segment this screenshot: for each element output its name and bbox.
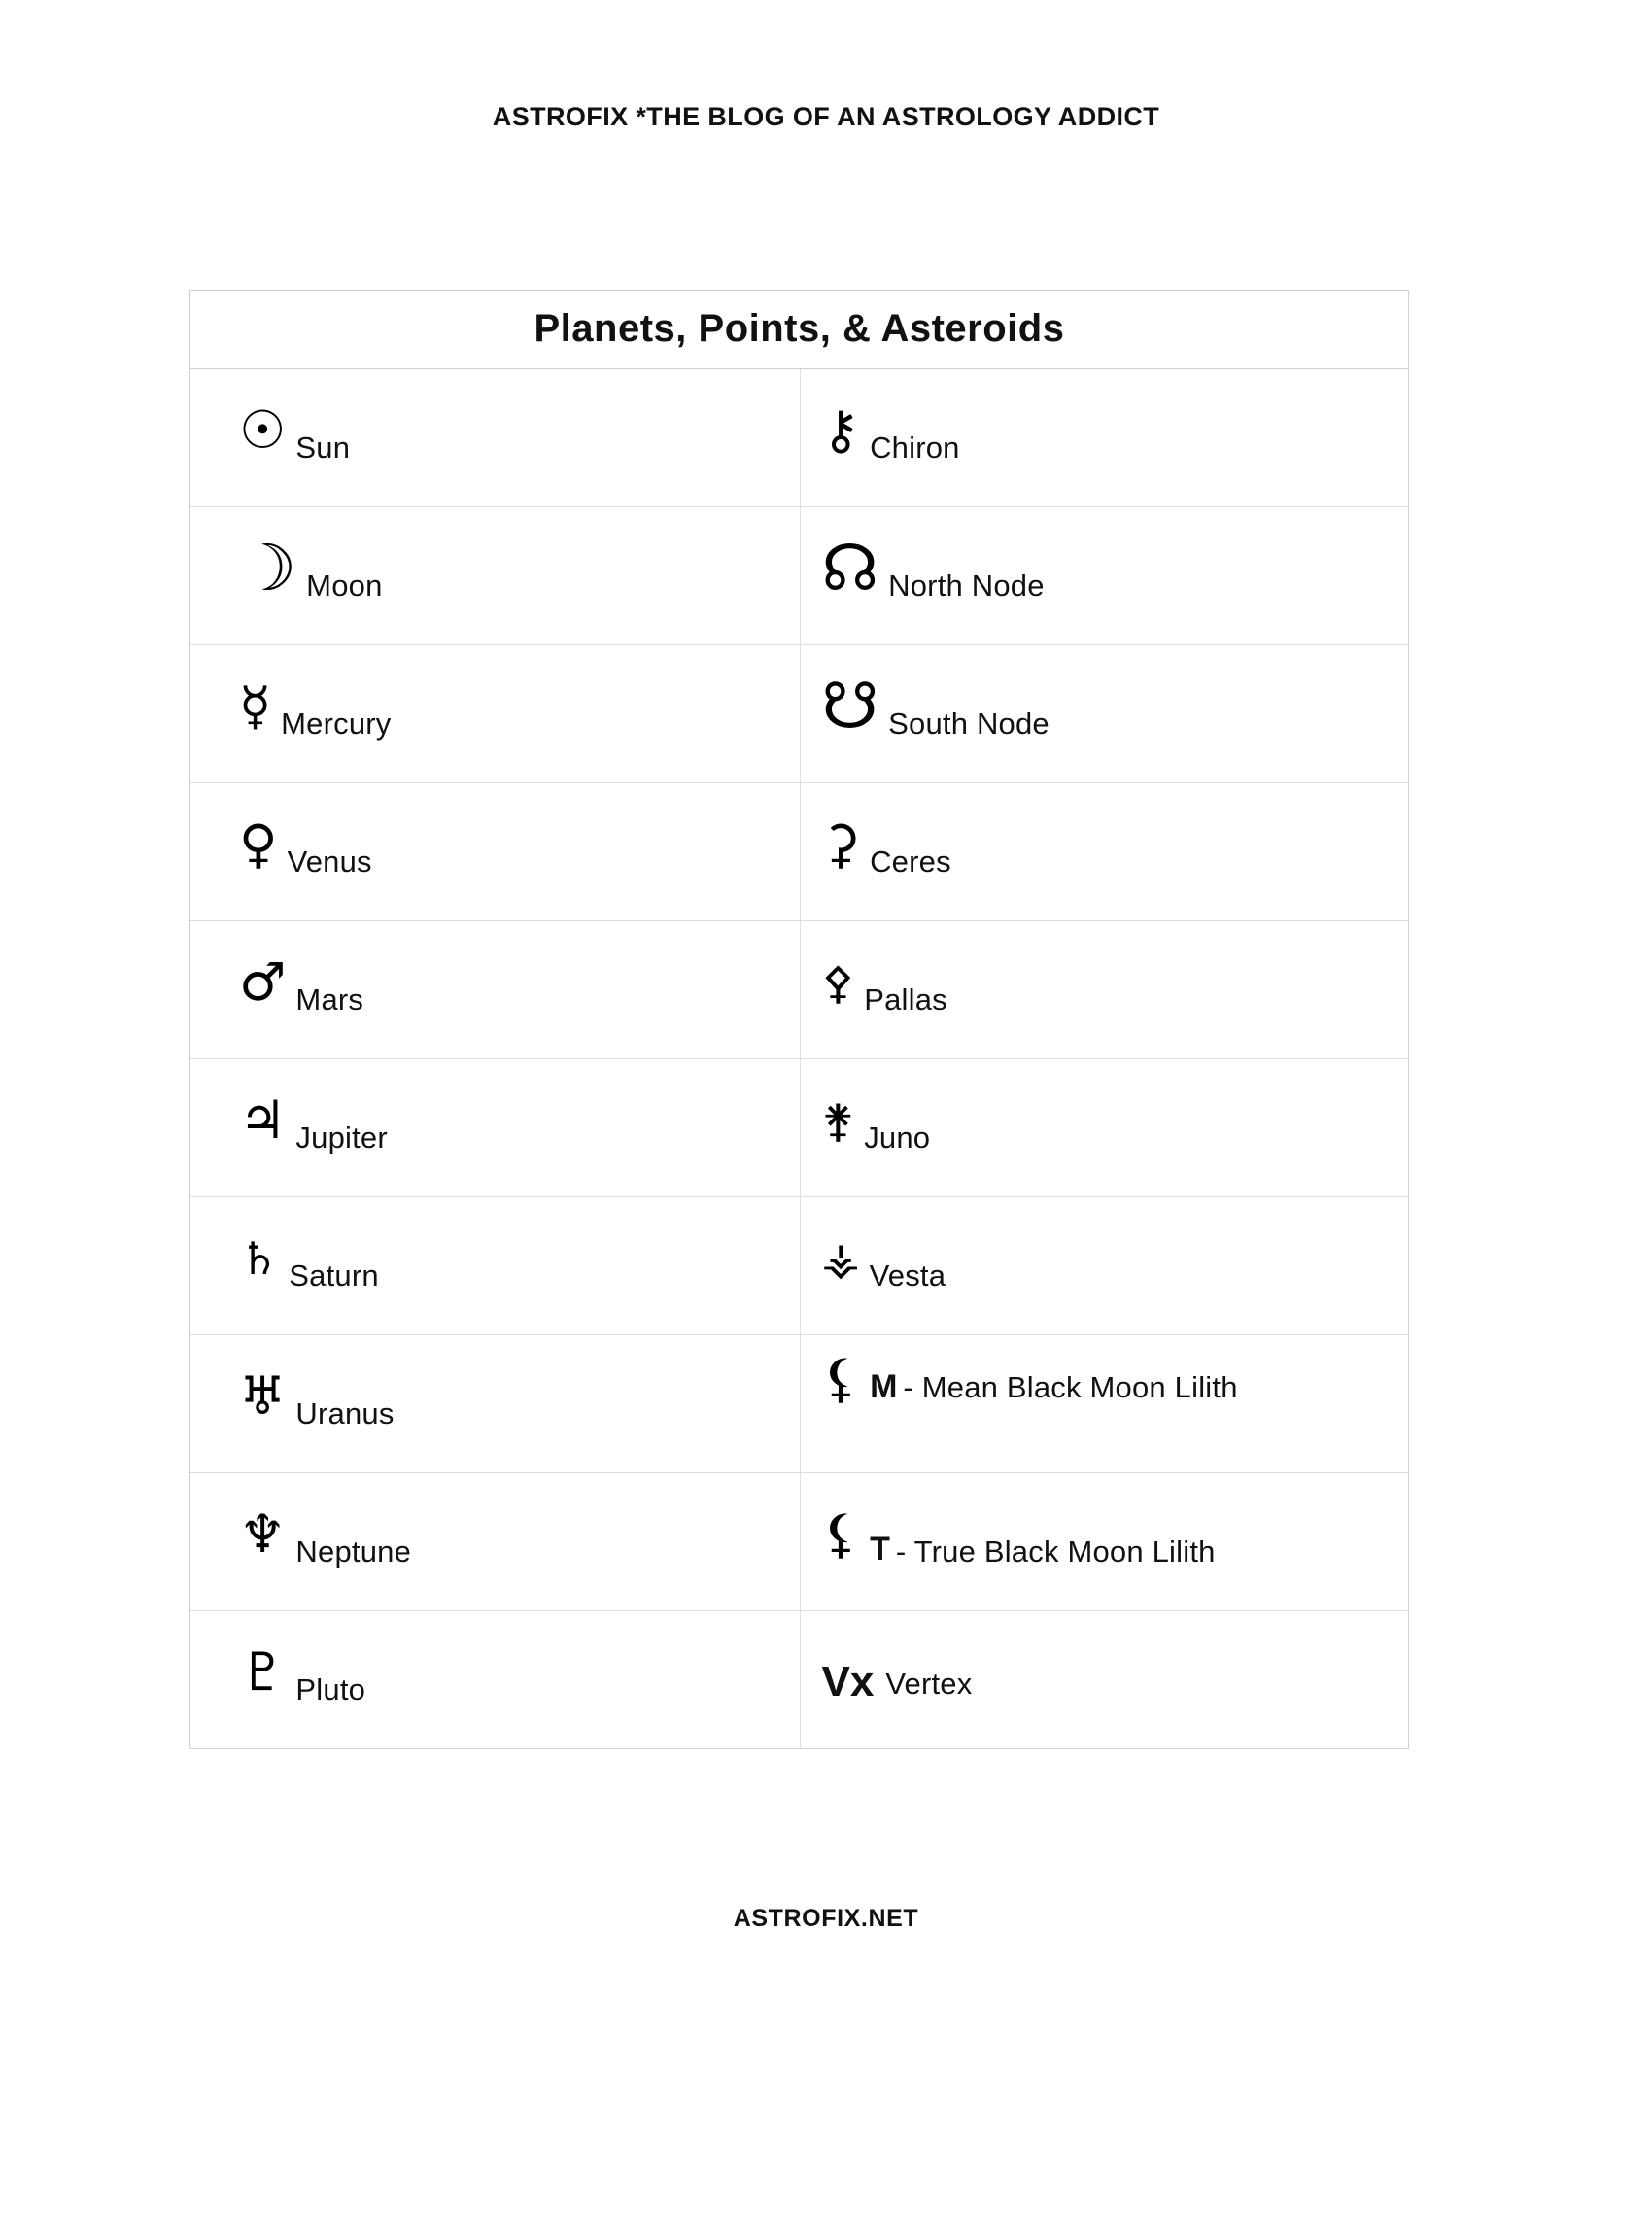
cell-moon <box>190 507 801 644</box>
cell-jupiter <box>190 1059 801 1196</box>
vertex-icon: Vx <box>821 1657 875 1706</box>
page <box>0 102 1652 2240</box>
black-moon-lilith-icon: ⚸ <box>821 1502 861 1565</box>
label-venus: Venus <box>287 844 372 879</box>
saturn-icon: ♄ <box>239 1231 280 1285</box>
table-row <box>190 507 1408 645</box>
moon-icon: ☽ <box>239 530 297 605</box>
mean-lilith-tag: M <box>870 1368 898 1405</box>
label-pluto: Pluto <box>295 1671 366 1706</box>
cell-south-node <box>801 645 1408 782</box>
label-true-black-moon-lilith: - True Black Moon Lilith <box>895 1534 1216 1568</box>
label-juno: Juno <box>864 1120 931 1154</box>
cell-north-node <box>801 507 1408 644</box>
cell-uranus <box>190 1335 801 1472</box>
label-chiron: Chiron <box>870 430 960 465</box>
cell-vesta <box>801 1197 1408 1334</box>
jupiter-icon: ♃ <box>239 1088 287 1151</box>
cell-neptune <box>190 1473 801 1610</box>
page-header-title: ASTROFIX *THE BLOG OF AN ASTROLOGY ADDICT <box>492 102 1160 131</box>
table-row <box>190 1611 1408 1748</box>
cell-vertex <box>801 1611 1408 1748</box>
mercury-icon: ☿ <box>239 674 272 737</box>
label-moon: Moon <box>306 568 383 603</box>
label-ceres: Ceres <box>870 844 951 879</box>
cell-chiron <box>801 369 1408 506</box>
cell-pallas <box>801 921 1408 1058</box>
cell-mercury <box>190 645 801 782</box>
table-row <box>190 1059 1408 1197</box>
pallas-icon: ⚴ <box>821 955 855 1009</box>
ceres-icon: ⚳ <box>821 812 861 875</box>
cell-venus <box>190 783 801 920</box>
venus-icon: ♀ <box>239 812 278 875</box>
label-uranus: Uranus <box>295 1396 395 1430</box>
table-row <box>190 1473 1408 1611</box>
vesta-icon: ⚶ <box>821 1231 860 1285</box>
cell-true-black-moon-lilith <box>801 1473 1408 1610</box>
table-body <box>190 369 1408 1748</box>
uranus-icon: ♅ <box>239 1364 287 1427</box>
table-row <box>190 1335 1408 1473</box>
cell-saturn <box>190 1197 801 1334</box>
label-vesta: Vesta <box>869 1258 946 1292</box>
true-lilith-tag: T <box>870 1531 890 1568</box>
table-title: Planets, Points, & Asteroids <box>190 291 1408 369</box>
sun-icon: ☉ <box>239 398 287 461</box>
symbols-table <box>189 290 1409 1749</box>
table-row <box>190 921 1408 1059</box>
table-row <box>190 783 1408 921</box>
chiron-icon: ⚷ <box>821 398 861 461</box>
north-node-icon: ☊ <box>821 530 879 605</box>
cell-sun <box>190 369 801 506</box>
table-row <box>190 369 1408 507</box>
neptune-icon: ♆ <box>239 1502 287 1565</box>
cell-juno <box>801 1059 1408 1196</box>
cell-mean-black-moon-lilith <box>801 1335 1408 1472</box>
juno-icon: ⚵ <box>821 1093 855 1147</box>
page-footer: ASTROFIX.NET <box>733 1905 919 1932</box>
label-south-node: South Node <box>888 706 1050 741</box>
south-node-icon: ☋ <box>821 668 879 743</box>
table-row <box>190 1197 1408 1335</box>
label-mars: Mars <box>295 982 364 1017</box>
label-north-node: North Node <box>888 568 1045 603</box>
label-vertex: Vertex <box>885 1666 973 1701</box>
cell-ceres <box>801 783 1408 920</box>
black-moon-lilith-icon: ⚸ <box>821 1348 861 1409</box>
label-jupiter: Jupiter <box>295 1120 388 1154</box>
label-neptune: Neptune <box>295 1534 412 1568</box>
cell-mars <box>190 921 801 1058</box>
label-sun: Sun <box>295 430 351 465</box>
pluto-icon: ♇ <box>239 1640 287 1703</box>
mars-icon: ♂ <box>239 950 287 1013</box>
label-mean-black-moon-lilith: - Mean Black Moon Lilith <box>903 1370 1238 1404</box>
label-mercury: Mercury <box>281 706 392 741</box>
label-saturn: Saturn <box>289 1258 379 1292</box>
cell-pluto <box>190 1611 801 1748</box>
label-pallas: Pallas <box>864 982 947 1017</box>
table-row <box>190 645 1408 783</box>
